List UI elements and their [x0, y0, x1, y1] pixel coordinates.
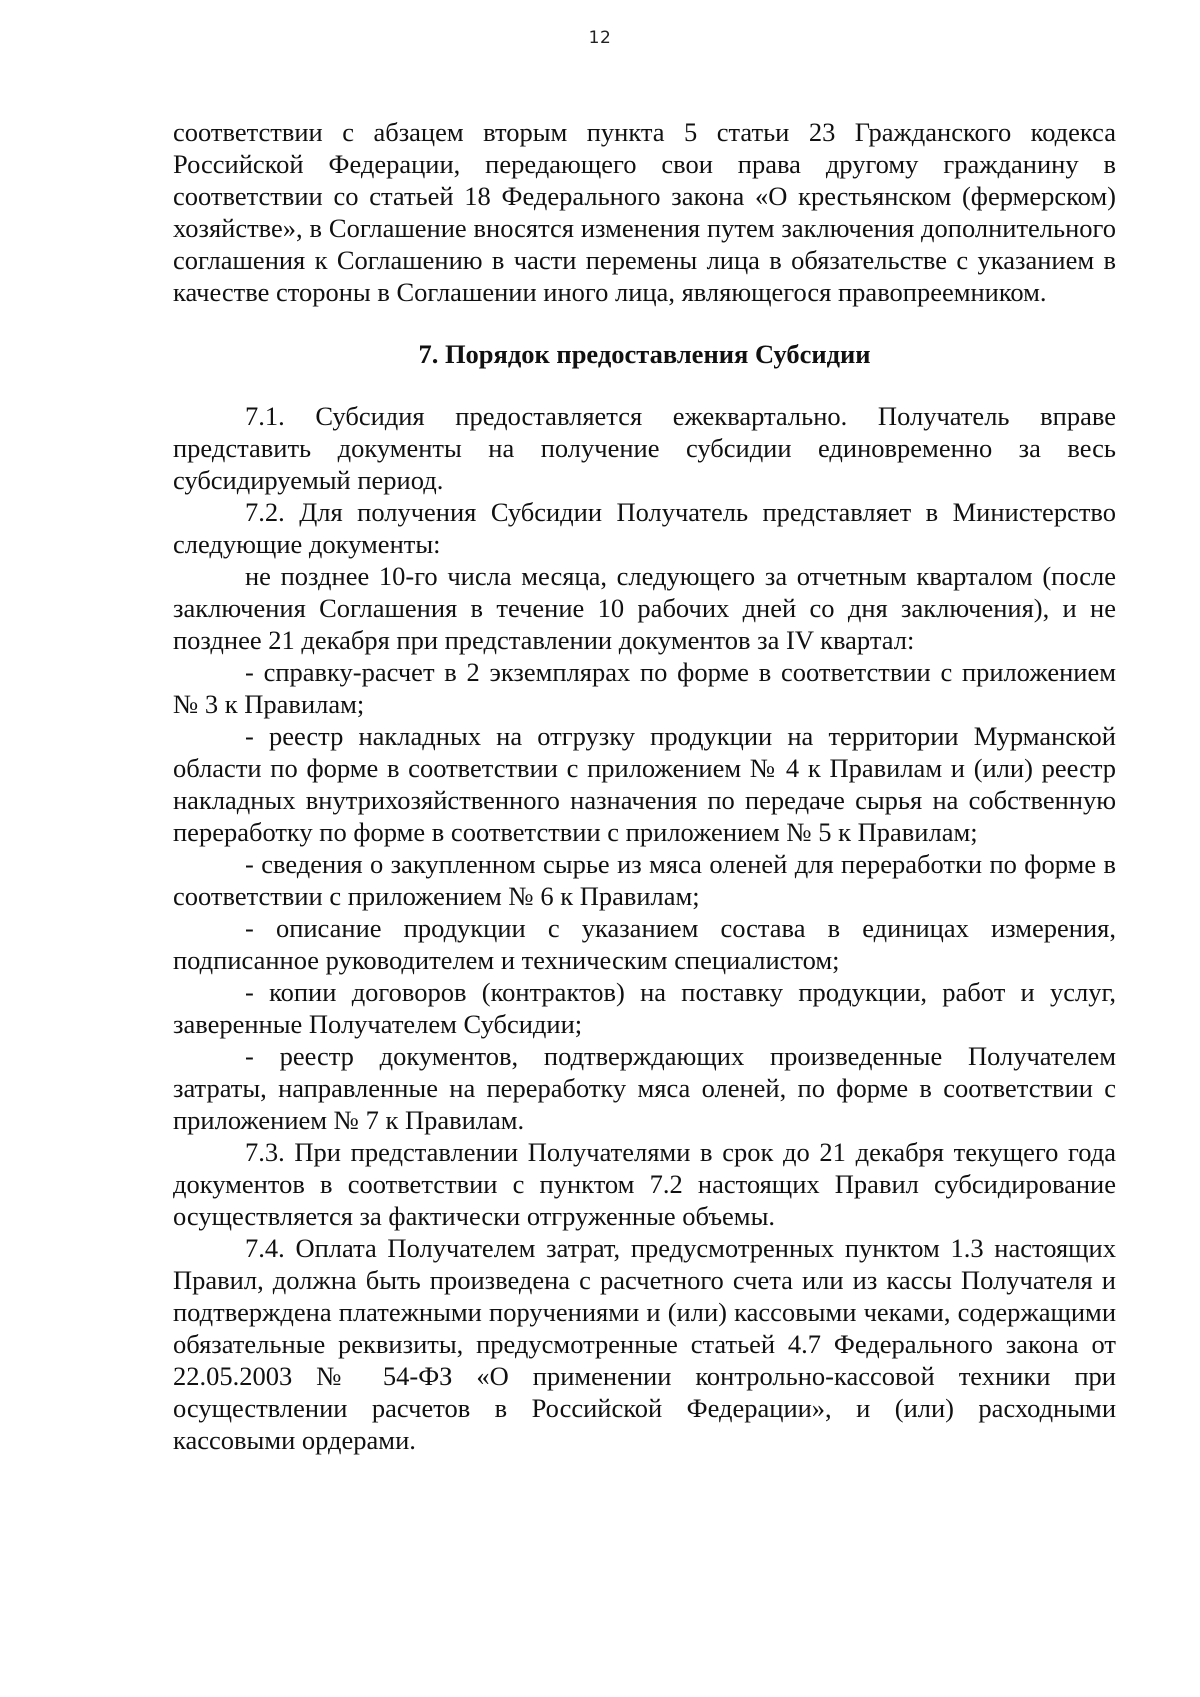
continuation-paragraph: соответствии с абзацем вторым пункта 5 статьи 23 Гражданского кодекса Российской Федерации, передающего свои права другому гражданину в соответствии со статьей 18 Федерального закона «О крестьянском (фермерском) хозяйстве», в Соглашение вносятся изменения путем заключения дополнительного соглашения к Соглашению в части перемены лица в обязательстве с указанием в качестве стороны в Соглашении иного лица, являющегося правопреемником. [173, 117, 1116, 307]
paragraph-7-1: 7.1. Субсидия предоставляется ежеквартально. Получатель вправе представить документы на получение субсидии единовременно за весь субсидируемый период. [173, 401, 1116, 495]
page-number: 12 [588, 28, 612, 48]
list-item: - сведения о закупленном сырье из мяса оленей для переработки по форме в соответствии с приложением № 6 к Правилам; [173, 849, 1116, 911]
section-heading: 7. Порядок предоставления Субсидии [418, 339, 871, 369]
list-item: - реестр накладных на отгрузку продукции на территории Мурманской области по форме в соответствии с приложением № 4 к Правилам и (или) реестр накладных внутрихозяйственного назначения по передаче сырья на собственную переработку по форме в соответствии с приложением № 5 к Правилам; [173, 721, 1116, 847]
list-item: - реестр документов, подтверждающих произведенные Получателем затраты, направленные на переработку мяса оленей, по форме в соответствии с приложением № 7 к Правилам. [173, 1041, 1116, 1135]
paragraph-7-4: 7.4. Оплата Получателем затрат, предусмотренных пунктом 1.3 настоящих Правил, должна быть произведена с расчетного счета или из кассы Получателя и подтверждена платежными поручениями и (или) кассовыми чеками, содержащими обязательные реквизиты, предусмотренные статьей 4.7 Федерального закона от 22.05.2003 № 54-ФЗ «О применении контрольно-кассовой техники при осуществлении расчетов в Российской Федерации», и (или) расходными кассовыми ордерами. [173, 1233, 1116, 1455]
paragraph-7-2: 7.2. Для получения Субсидии Получатель представляет в Министерство следующие документы: [173, 497, 1116, 559]
paragraph-7-3: 7.3. При представлении Получателями в срок до 21 декабря текущего года документов в соответствии с пунктом 7.2 настоящих Правил субсидирование осуществляется за фактически отгруженные объемы. [173, 1137, 1116, 1231]
document-body [173, 116, 1116, 1456]
list-item: - справку-расчет в 2 экземплярах по форме в соответствии с приложением № 3 к Правилам; [173, 657, 1116, 719]
list-item: - описание продукции с указанием состава в единицах измерения, подписанное руководителем и техническим специалистом; [173, 913, 1116, 975]
list-item: - копии договоров (контрактов) на поставку продукции, работ и услуг, заверенные Получателем Субсидии; [173, 977, 1116, 1039]
deadline-paragraph: не позднее 10-го числа месяца, следующего за отчетным кварталом (после заключения Соглашения в течение 10 рабочих дней со дня заключения), и не позднее 21 декабря при представлении документов за IV квартал: [173, 561, 1116, 655]
